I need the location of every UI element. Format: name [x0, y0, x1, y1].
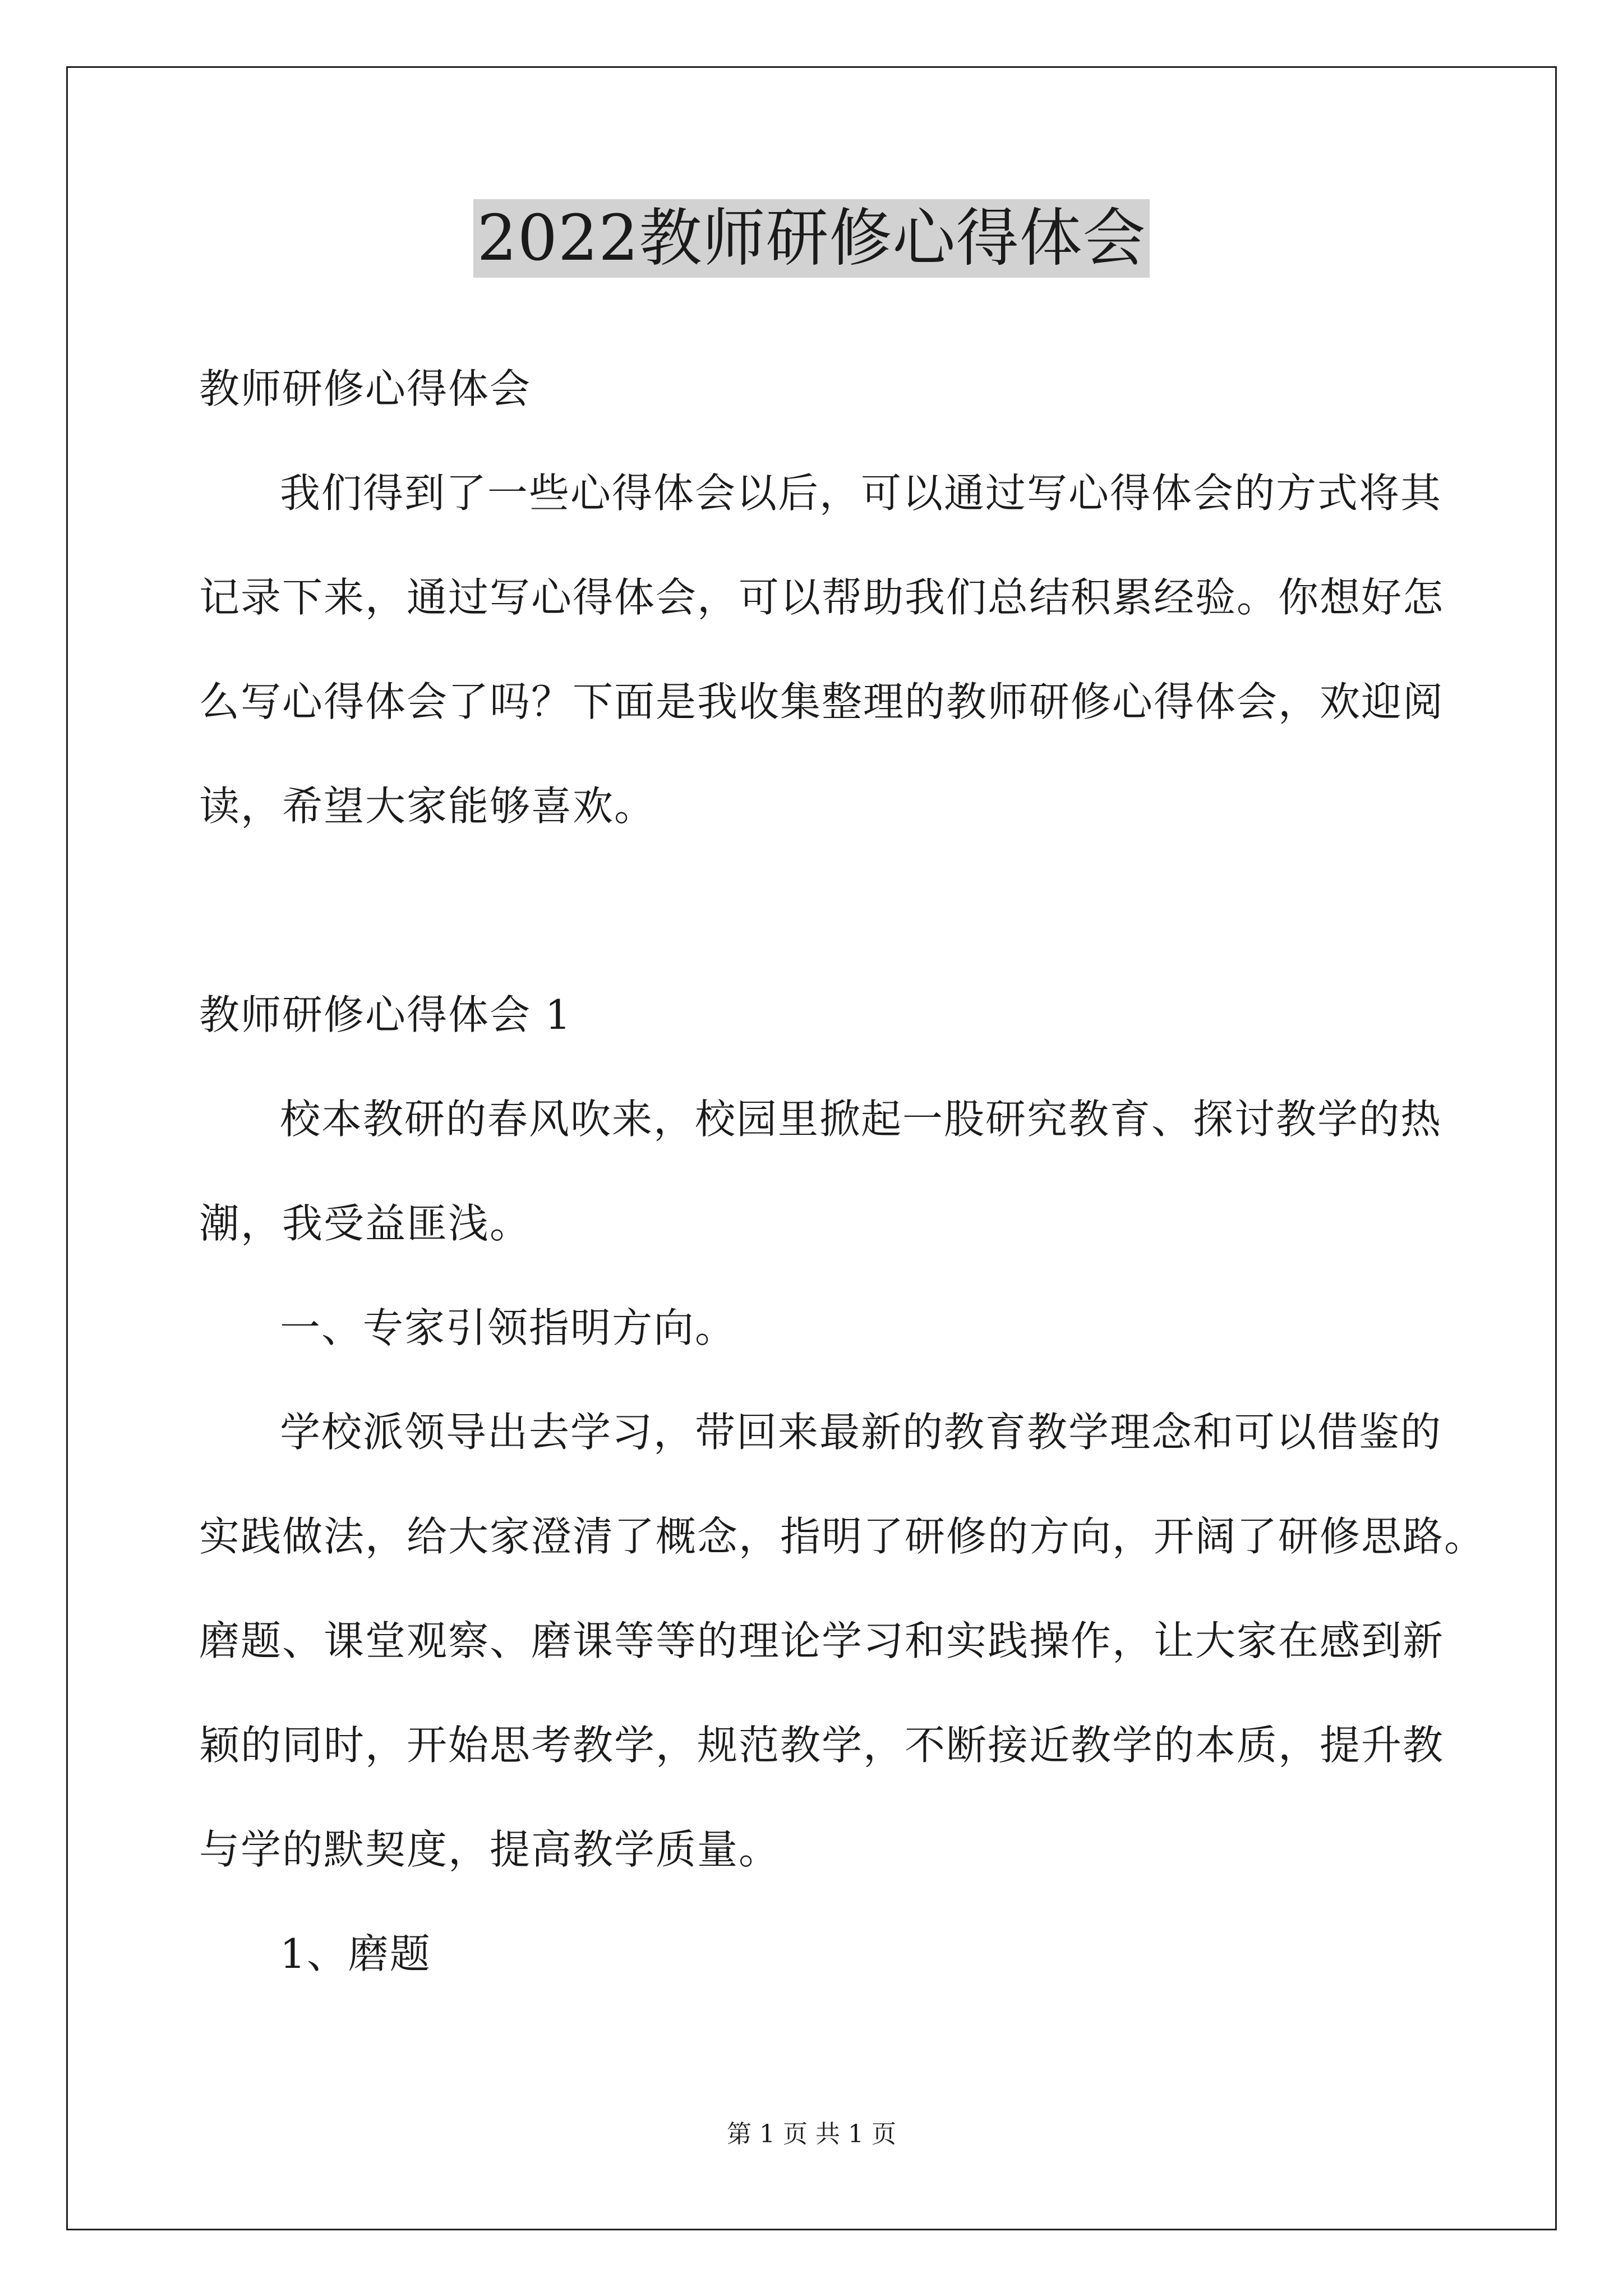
- text-line: 记录下来，通过写心得体会，可以帮助我们总结积累经验。你想好怎: [199, 574, 1445, 621]
- title-container: [0, 199, 1623, 278]
- text-line: 学校派领导出去学习，带回来最新的教育教学理念和可以借鉴的: [280, 1409, 1442, 1456]
- text-line: 实践做法，给大家澄清了概念，指明了研修的方向，开阔了研修思路。: [199, 1513, 1486, 1560]
- text-line: 读，希望大家能够喜欢。: [199, 783, 656, 830]
- text-line: 教师研修心得体会 1: [199, 991, 572, 1038]
- text-line: 校本教研的春风吹来，校园里掀起一股研究教育、探讨教学的热: [280, 1096, 1442, 1143]
- text-line: 一、专家引领指明方向。: [280, 1304, 737, 1351]
- text-line: 我们得到了一些心得体会以后，可以通过写心得体会的方式将其: [280, 470, 1442, 517]
- document-title: 2022教师研修心得体会: [473, 199, 1149, 278]
- text-line: 1、磨题: [280, 1930, 431, 1977]
- text-line: 与学的默契度，提高教学质量。: [199, 1826, 781, 1873]
- text-line: 么写心得体会了吗？下面是我收集整理的教师研修心得体会，欢迎阅: [199, 678, 1445, 725]
- text-line: 颖的同时，开始思考教学，规范教学，不断接近教学的本质，提升教: [199, 1722, 1445, 1769]
- text-line: 磨题、课堂观察、磨课等等的理论学习和实践操作，让大家在感到新: [199, 1617, 1445, 1664]
- text-line: 潮，我受益匪浅。: [199, 1200, 532, 1247]
- page-footer: 第 1 页 共 1 页: [727, 2120, 896, 2148]
- document-body: [199, 337, 1486, 2006]
- text-line: 教师研修心得体会: [199, 365, 532, 412]
